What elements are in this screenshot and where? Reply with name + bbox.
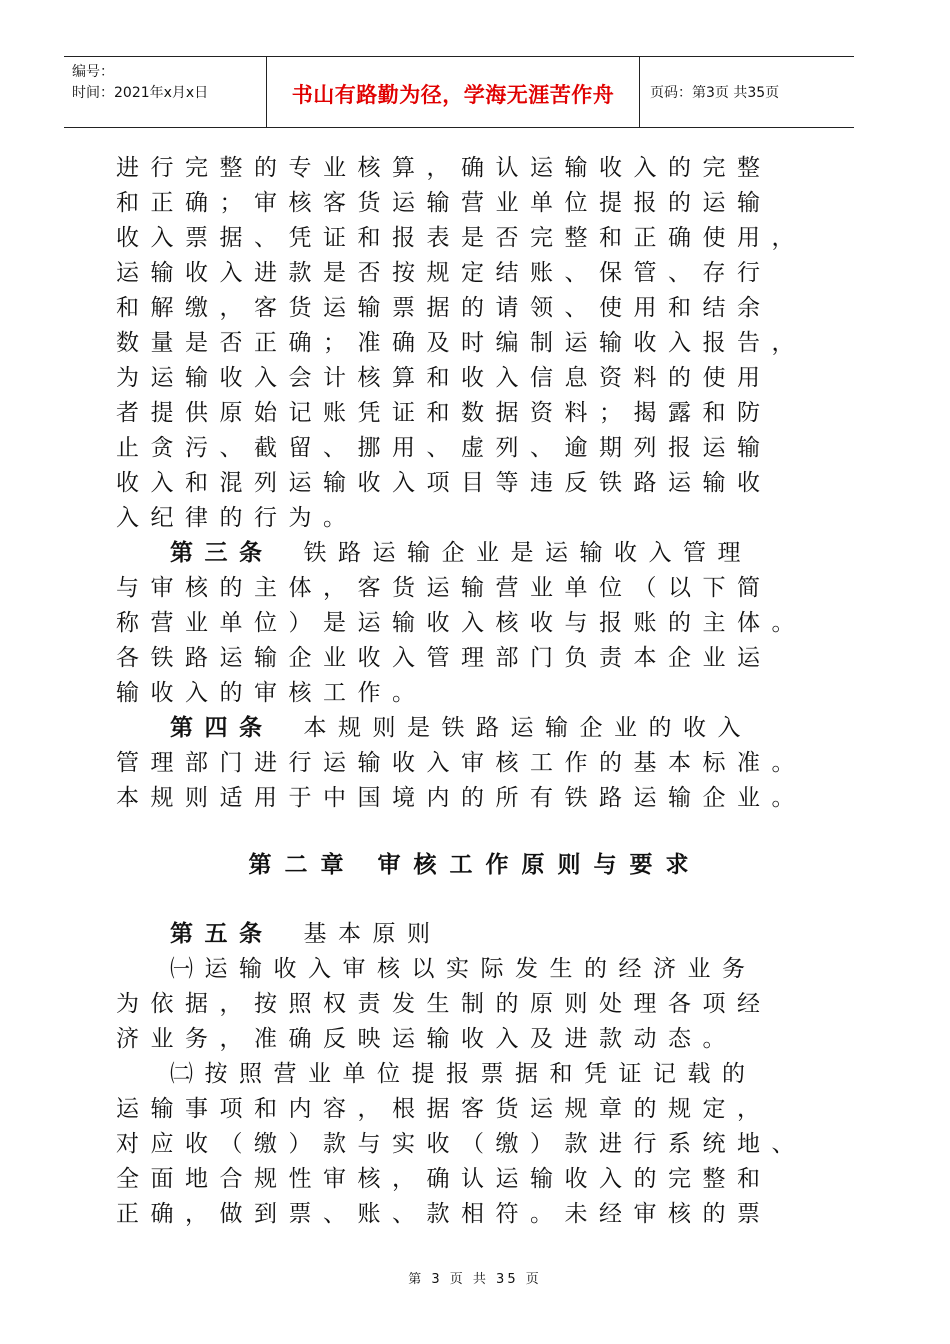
text-line: 收入和混列运输收入项目等违反铁路运输收 <box>116 470 772 496</box>
header-info-cell <box>64 57 267 127</box>
motto: 书山有路勤为径，学海无涯苦作舟 <box>291 83 615 107</box>
header-motto-cell <box>267 57 640 127</box>
text-line: 对应收（缴）款与实收（缴）款进行系统地、 <box>116 1131 806 1157</box>
text-line: 和解缴，客货运输票据的请领、使用和结余 <box>116 295 772 321</box>
number-label: 编号： <box>72 64 114 80</box>
text-line: 者提供原始记账凭证和数据资料；揭露和防 <box>116 400 772 426</box>
text-line: 输收入的审核工作。 <box>116 680 427 706</box>
text-line: 正确，做到票、账、款相符。未经审核的票 <box>116 1201 772 1227</box>
article-4-first-line <box>170 710 790 746</box>
text-line: 进行完整的专业核算，确认运输收入的完整 <box>116 155 772 181</box>
text-line: 与审核的主体，客货运输营业单位（以下简 <box>116 575 772 601</box>
article-3-text: 铁路运输企业是运输收入管理 <box>303 540 752 566</box>
text-line: 止贪污、截留、挪用、虚列、逾期列报运输 <box>116 435 772 461</box>
text-line: 各铁路运输企业收入管理部门负责本企业运 <box>116 645 772 671</box>
text-line: 收入票据、凭证和报表是否完整和正确使用， <box>116 225 806 251</box>
text-line: 管理部门进行运输收入审核工作的基本标准。 <box>116 750 806 776</box>
article-3-first-line <box>170 535 790 571</box>
article-4-title: 第四条 <box>170 714 274 741</box>
text-line: 济业务，准确反映运输收入及进款动态。 <box>116 1026 737 1052</box>
text-line: 本规则适用于中国境内的所有铁路运输企业。 <box>116 785 806 811</box>
text-line: 运输事项和内容，根据客货运规章的规定， <box>116 1096 772 1122</box>
item-2-first-line: ㈡按照营业单位提报票据和凭证记载的 <box>170 1061 757 1087</box>
chapter-title: 第二章 审核工作原则与要求 <box>248 851 702 878</box>
text-line: 为依据，按照权责发生制的原则处理各项经 <box>116 991 772 1017</box>
date-label: 时间：2021年x月x日 <box>72 85 209 101</box>
text-line: 为运输收入会计核算和收入信息资料的使用 <box>116 365 772 391</box>
text-line: 入纪律的行为。 <box>116 505 358 531</box>
article-4-text: 本规则是铁路运输企业的收入 <box>303 715 752 741</box>
header-page-cell <box>640 57 854 127</box>
text-line: 运输收入进款是否按规定结账、保管、存行 <box>116 260 772 286</box>
text-line: 称营业单位）是运输收入核收与报账的主体。 <box>116 610 806 636</box>
page-label: 页码：第3页 共35页 <box>650 85 780 101</box>
article-5-first-line <box>170 916 790 952</box>
header-table <box>64 56 854 128</box>
page-footer: 第 3 页 共 35 页 <box>408 1272 542 1287</box>
text-line: 和正确；审核客货运输营业单位提报的运输 <box>116 190 772 216</box>
article-5-title: 第五条 <box>170 920 274 947</box>
text-line: 全面地合规性审核，确认运输收入的完整和 <box>116 1166 772 1192</box>
article-3-title: 第三条 <box>170 539 274 566</box>
item-1-first-line: ㈠运输收入审核以实际发生的经济业务 <box>170 956 757 982</box>
article-5-text: 基本原则 <box>303 921 442 947</box>
text-line: 数量是否正确；准确及时编制运输收入报告， <box>116 330 806 356</box>
